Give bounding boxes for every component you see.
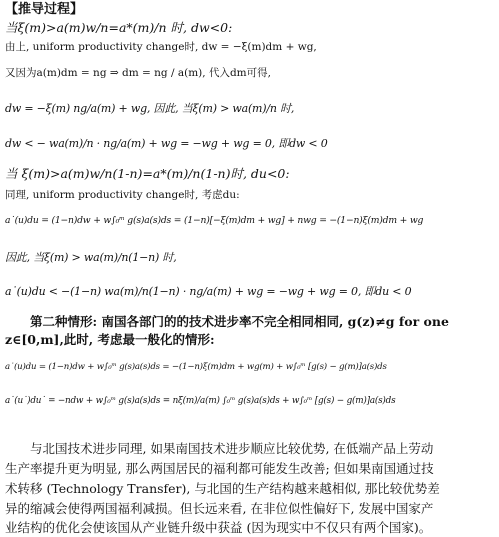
case2-line4: a˙(u)du < −(1−n) wa(m)/n(1−n) · ng/a(m) + wg = −wg + wg = 0, 即du < 0 (5, 285, 412, 298)
case2-line2: a˙(u)du = (1−n)dw + w∫₀ᵐ g(s)a(s)ds = (1−n)[−ξ(m)dm + wg] + nwg = −(1−n)ξ(m)dm + wg (5, 215, 424, 226)
section-title: 【推导过程】 (5, 2, 84, 17)
para-line5: 业结构的优化会使该国从产业链升级中获益 (因为现实中不仅只有两个国家)。 (5, 520, 432, 535)
case2-condition: 当 ξ(m)>a(m)w/n(1-n)=a*(m)/n(1-n)时, du<0: (5, 166, 290, 181)
para-line1: 与北国技术进步同理, 如果南国技术进步顺应比较优势, 在低端产品上劳动 (30, 441, 434, 456)
case1-line3: dw = −ξ(m) ng/a(m) + wg, 因此, 当ξ(m) > wa(m)/n 时, (5, 102, 295, 115)
para-line2: 生产率提升更为明显, 那么两国居民的福利都可能发生改善; 但如果南国通过技 (5, 461, 434, 476)
case3-eq1: a˙(u)du = (1−n)dw + w∫₀ᵐ g(s)a(s)ds = −(1−n)ξ(m)dm + wg(m) + w∫₀ᵐ [g(s) − g(m)]a(s)ds (5, 362, 387, 372)
case3-heading-b: z∈[0,m],此时, 考虑最一般化的情形: (5, 332, 215, 347)
case2-line1: 同理, uniform productivity change时, 考虑du: (5, 189, 240, 201)
case3-heading-a: 第二种情形: 南国各部门的的技术进步率不完全相同相同, g(z)≠g for one (30, 314, 449, 329)
case2-line3: 因此, 当ξ(m) > wa(m)/n(1−n) 时, (5, 251, 177, 264)
para-line3: 术转移 (Technology Transfer), 与北国的生产结构越来越相似, 那比较优势差 (5, 481, 440, 496)
case1-condition: 当ξ(m)>a(m)w/n=a*(m)/n 时, dw<0: (5, 20, 233, 35)
case1-line1: 由上, uniform productivity change时, dw = −ξ(m)dm + wg, (5, 41, 317, 53)
para-line4: 异的缩减会使得两国福利减损。但长远来看, 在非位似性偏好下, 发展中国家产 (5, 501, 434, 516)
case1-line2: 又因为a(m)dm = ng ⇒ dm = ng / a(m), 代入dm可得, (5, 67, 271, 79)
case1-line4: dw < − wa(m)/n · ng/a(m) + wg = −wg + wg = 0, 即dw < 0 (5, 137, 328, 150)
case3-eq2: a˙(u˙)du˙ = −ndw + w∫₀ᵐ g(s)a(s)ds = nξ(m)/a(m) ∫₀ᵐ g(s)a(s)ds + w∫₀ᵐ [g(s) − g(m)]a(s)ds (5, 396, 396, 406)
